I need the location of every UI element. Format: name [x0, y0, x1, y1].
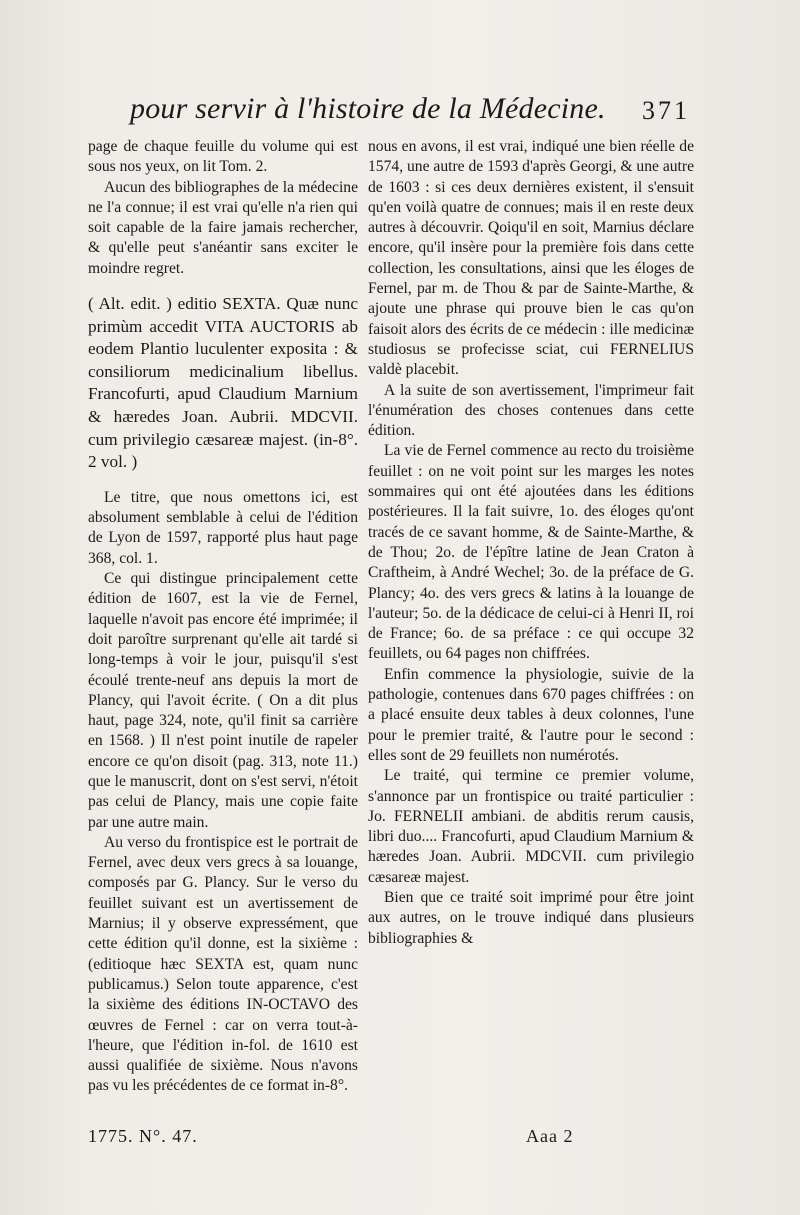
left-column — [88, 137, 358, 1097]
issue-signature: 1775. N°. 47. — [88, 1126, 198, 1146]
paragraph: Le titre, que nous omettons ici, est absolument semblable à celui de l'édition de Lyon de 1597, rapporté plus haut page 368, col. 1. — [88, 488, 358, 567]
page-header — [120, 92, 690, 132]
paragraph: Bien que ce traité soit imprimé pour être joint aux autres, on le trouve indiqué dans plusieurs bibliographies & — [368, 888, 694, 947]
page-number: 371 — [642, 96, 690, 125]
paragraph: Aucun des bibliographes de la médecine ne l'a connue; il est vrai qu'elle n'a rien qui soit capable de la faire jamais rechercher, & qu'elle peut s'anéantir sans exciter le moindre regret. — [88, 178, 358, 277]
page-footer — [88, 1126, 694, 1156]
paragraph: Ce qui distingue principalement cette édition de 1607, est la vie de Fernel, laquelle n'avoit pas encore été imprimée; il doit paroître surprenant qu'elle ait tardé si long-temps à voir le jour, puisqu'il s'est écoulé trente-neuf ans depuis la mort de Plancy, qui l'avoit écrite. ( On a dit plus haut, page 324, note, qu'il finit sa carrière en 1568. ) Il n'est point inutile de rapeler encore ce qu'on disoit (pag. 313, note 11.) que le manuscrit, dont on s'est servi, n'étoit pas celui de Plancy, mais une copie faite par une autre main. — [88, 570, 358, 831]
paragraph: Le traité, qui termine ce premier volume, s'annonce par un frontispice ou traité particulier : Jo. FERNELII ambiani. de abditis rerum causis, libri duo.... Francofurti, apud Claudium Marnium & hæredes Joan. Aubrii. MDCVII. cum privilegio cæsareæ majest. — [368, 767, 694, 886]
sheet-signature: Aaa 2 — [526, 1126, 574, 1146]
paragraph: nous en avons, il est vrai, indiqué une bien réelle de 1574, une autre de 1593 d'après Georgi, & une autre de 1603 : si ces deux dernières existent, il s'ensuit qu'en voilà quatre de connues; mais il en reste deux autres à découvrir. Qoiqu'il en soit, Marnius déclare encore, qu'il insère pour la première fois dans cette collection, les consultations, ainsi que les éloges de Fernel, par m. de Thou & par de Sainte-Marthe, & ajoute une phrase qui prouve bien le cas qu'on faisoit alors des écrits de ce médecin : ille medicinæ studiosus se profecisse sciat, cui FERNELIUS valdè placebit. — [368, 138, 694, 379]
bibliographic-entry: ( Alt. edit. ) editio SEXTA. Quæ nunc primùm accedit VITA AUCTORIS ab eodem Plantio luculenter exposita : & consiliorum medicinalium libellus. Francofurti, apud Claudium Marnium & hæredes Joan. Aubrii. MDCVII. cum privilegio cæsareæ majest. (in-8°. 2 vol. ) — [88, 294, 358, 472]
paragraph: Enfin commence la physiologie, suivie de la pathologie, contenues dans 670 pages chiffrées : on a placé ensuite deux tables à deux colonnes, l'une pour le premier traité, & l'autre pour le second : elles sont de 29 feuillets non numérotés. — [368, 665, 694, 764]
right-column — [368, 137, 694, 949]
paragraph: Au verso du frontispice est le portrait de Fernel, avec deux vers grecs à sa louange, composés par G. Plancy. Sur le verso du feuillet suivant est un avertissement de Marnius; il y observe expressément, que cette édition qu'il donne, est la sixième : (editioque hæc SEXTA est, quam nunc publicamus.) Selon toute apparence, c'est la sixième des éditions IN-OCTAVO des œuvres de Fernel : car on verra tout-à-l'heure, que l'édition in-fol. de 1610 est aussi qualifiée de sixième. Nous n'avons pas vu les précédentes de ce format in-8°. — [88, 833, 358, 1095]
paragraph: page de chaque feuille du volume qui est sous nos yeux, on lit Tom. 2. — [88, 138, 358, 176]
paragraph: A la suite de son avertissement, l'imprimeur fait l'énumération des choses contenues dans cette édition. — [368, 381, 694, 440]
paragraph: La vie de Fernel commence au recto du troisième feuillet : on ne voit point sur les marges les notes sommaires qui ont été ajoutées dans les éditions postérieures. Il la fait suivre, 1o. des éloges qu'ont tracés de ce savant homme, & de Sainte-Marthe, & de Thou; 2o. de l'épître latine de Jean Craton à Craftheim, à André Wechel; 3o. de la préface de G. Plancy; 4o. des vers grecs & latins à la louange de l'auteur; 5o. de la dédicace de celui-ci à Henri II, roi de France; 6o. de sa préface : ce qui occupe 32 feuillets, ou 64 pages non chiffrées. — [368, 442, 694, 663]
running-title: pour servir à l'histoire de la Médecine. — [130, 92, 606, 125]
